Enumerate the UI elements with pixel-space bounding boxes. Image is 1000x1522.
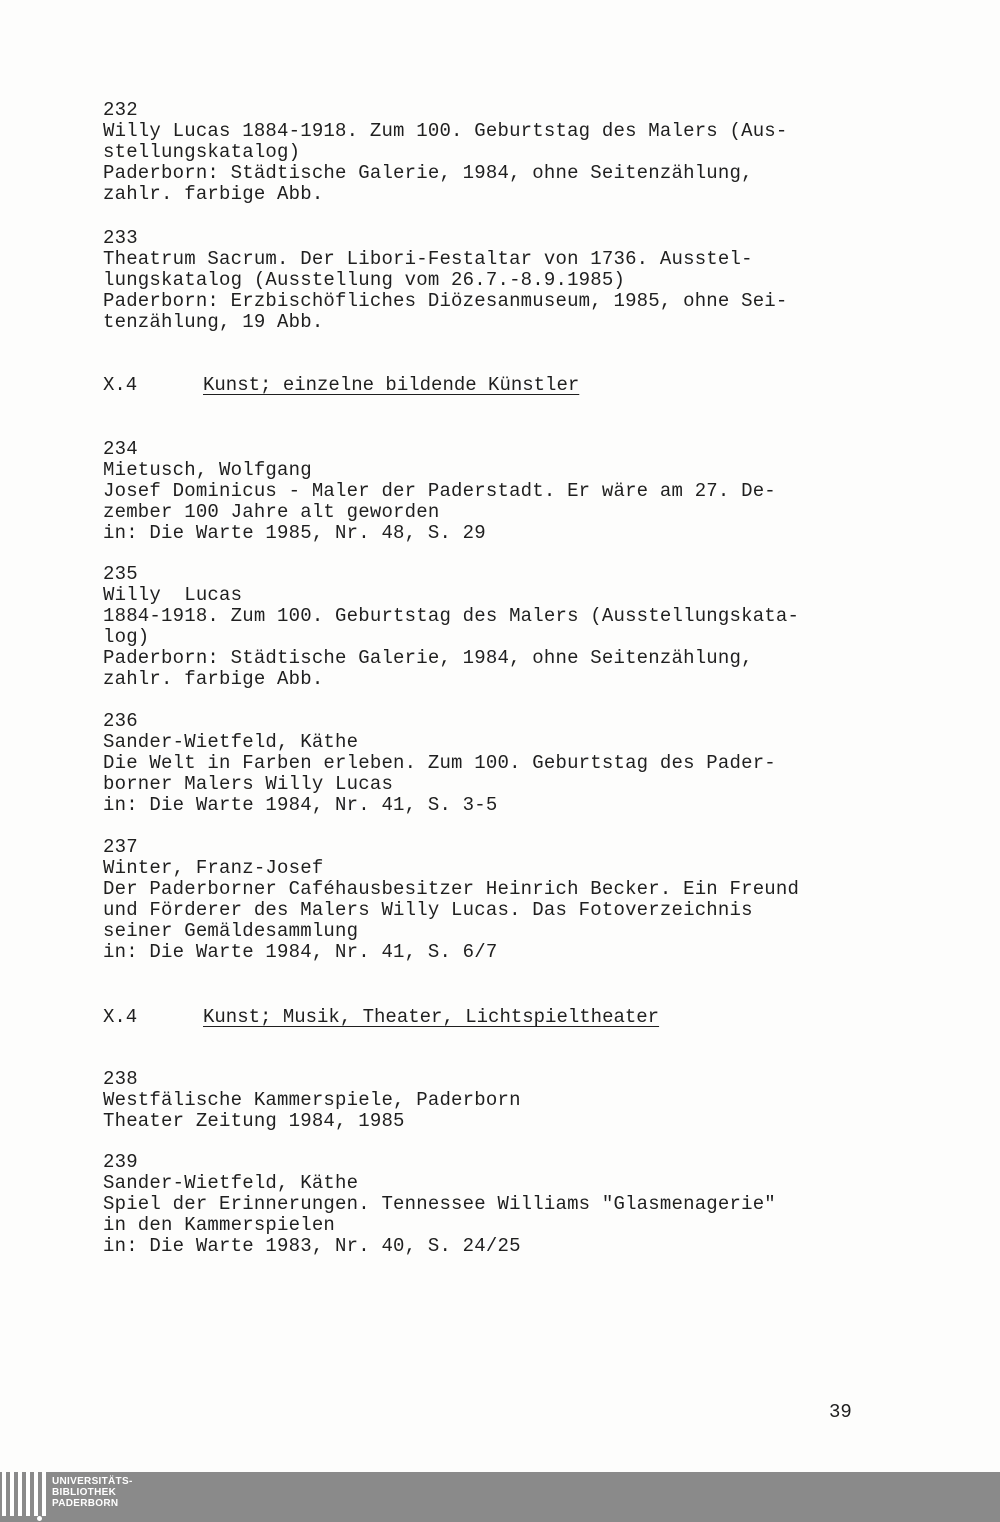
section-title: Kunst; Musik, Theater, Lichtspieltheater (203, 1006, 660, 1028)
section-number: X.4 (103, 374, 138, 396)
entry-line: log) (103, 626, 150, 648)
entry-line: in: Die Warte 1985, Nr. 48, S. 29 (103, 522, 486, 544)
entry-line: und Förderer des Malers Willy Lucas. Das Fotoverzeichnis (103, 899, 753, 921)
entry-line: in: Die Warte 1984, Nr. 41, S. 6/7 (103, 941, 498, 963)
entry-line: Theatrum Sacrum. Der Libori-Festaltar von 1736. Ausstel- (103, 248, 753, 270)
section-title: Kunst; einzelne bildende Künstler (203, 374, 580, 396)
entry-number: 233 (103, 227, 138, 249)
entry-line: zember 100 Jahre alt geworden (103, 501, 440, 523)
entry-239 (103, 1152, 863, 1257)
entry-line: Josef Dominicus - Maler der Paderstadt. Er wäre am 27. De- (103, 480, 776, 502)
entry-238 (103, 1069, 863, 1132)
entry-number: 238 (103, 1068, 138, 1090)
entry-line: Sander-Wietfeld, Käthe (103, 731, 359, 753)
entry-line: Mietusch, Wolfgang (103, 459, 312, 481)
entry-line: Paderborn: Erzbischöfliches Diözesanmuseum, 1985, ohne Sei- (103, 290, 788, 312)
entry-line: Paderborn: Städtische Galerie, 1984, ohne Seitenzählung, (103, 162, 753, 184)
entry-236 (103, 711, 863, 816)
entry-line: Sander-Wietfeld, Käthe (103, 1172, 359, 1194)
entry-234 (103, 439, 863, 544)
entry-233 (103, 228, 863, 333)
entry-235 (103, 564, 863, 690)
entry-line: tenzählung, 19 Abb. (103, 311, 324, 333)
entry-number: 237 (103, 836, 138, 858)
entry-line: Paderborn: Städtische Galerie, 1984, ohne Seitenzählung, (103, 647, 753, 669)
library-logo-text (52, 1476, 133, 1509)
logo-dot-icon (37, 1516, 42, 1521)
entry-line: Winter, Franz-Josef (103, 857, 324, 879)
entry-line: Der Paderborner Caféhausbesitzer Heinrich Becker. Ein Freund (103, 878, 800, 900)
entry-number: 236 (103, 710, 138, 732)
entry-line: zahlr. farbige Abb. (103, 668, 324, 690)
section-number: X.4 (103, 1006, 138, 1028)
entry-line: Willy Lucas (103, 584, 243, 606)
library-footer (0, 1472, 1000, 1522)
entry-line: lungskatalog (Ausstellung vom 26.7.-8.9.1985) (103, 269, 626, 291)
entry-line: in: Die Warte 1984, Nr. 41, S. 3-5 (103, 794, 498, 816)
entry-line: in: Die Warte 1983, Nr. 40, S. 24/25 (103, 1235, 521, 1257)
entry-line: zahlr. farbige Abb. (103, 183, 324, 205)
entry-line: in den Kammerspielen (103, 1214, 336, 1236)
entry-number: 239 (103, 1151, 138, 1173)
logo-line: BIBLIOTHEK (52, 1487, 117, 1498)
entry-line: stellungskatalog) (103, 141, 301, 163)
entry-number: 232 (103, 99, 138, 121)
entry-line: Spiel der Erinnerungen. Tennessee Williams "Glasmenagerie" (103, 1193, 776, 1215)
entry-line: seiner Gemäldesammlung (103, 920, 359, 942)
entry-number: 235 (103, 563, 138, 585)
entry-number: 234 (103, 438, 138, 460)
page-number: 39 (829, 1401, 852, 1423)
entry-line: Westfälische Kammerspiele, Paderborn (103, 1089, 521, 1111)
entry-line: Die Welt in Farben erleben. Zum 100. Geburtstag des Pader- (103, 752, 776, 774)
entry-237 (103, 837, 863, 963)
entry-line: Willy Lucas 1884-1918. Zum 100. Geburtstag des Malers (Aus- (103, 120, 788, 142)
entry-line: borner Malers Willy Lucas (103, 773, 394, 795)
entry-232 (103, 100, 863, 205)
logo-line: UNIVERSITÄTS- (52, 1476, 133, 1487)
entry-line: 1884-1918. Zum 100. Geburtstag des Malers (Ausstellungskata- (103, 605, 800, 627)
entry-line: Theater Zeitung 1984, 1985 (103, 1110, 405, 1132)
logo-line: PADERBORN (52, 1498, 119, 1509)
